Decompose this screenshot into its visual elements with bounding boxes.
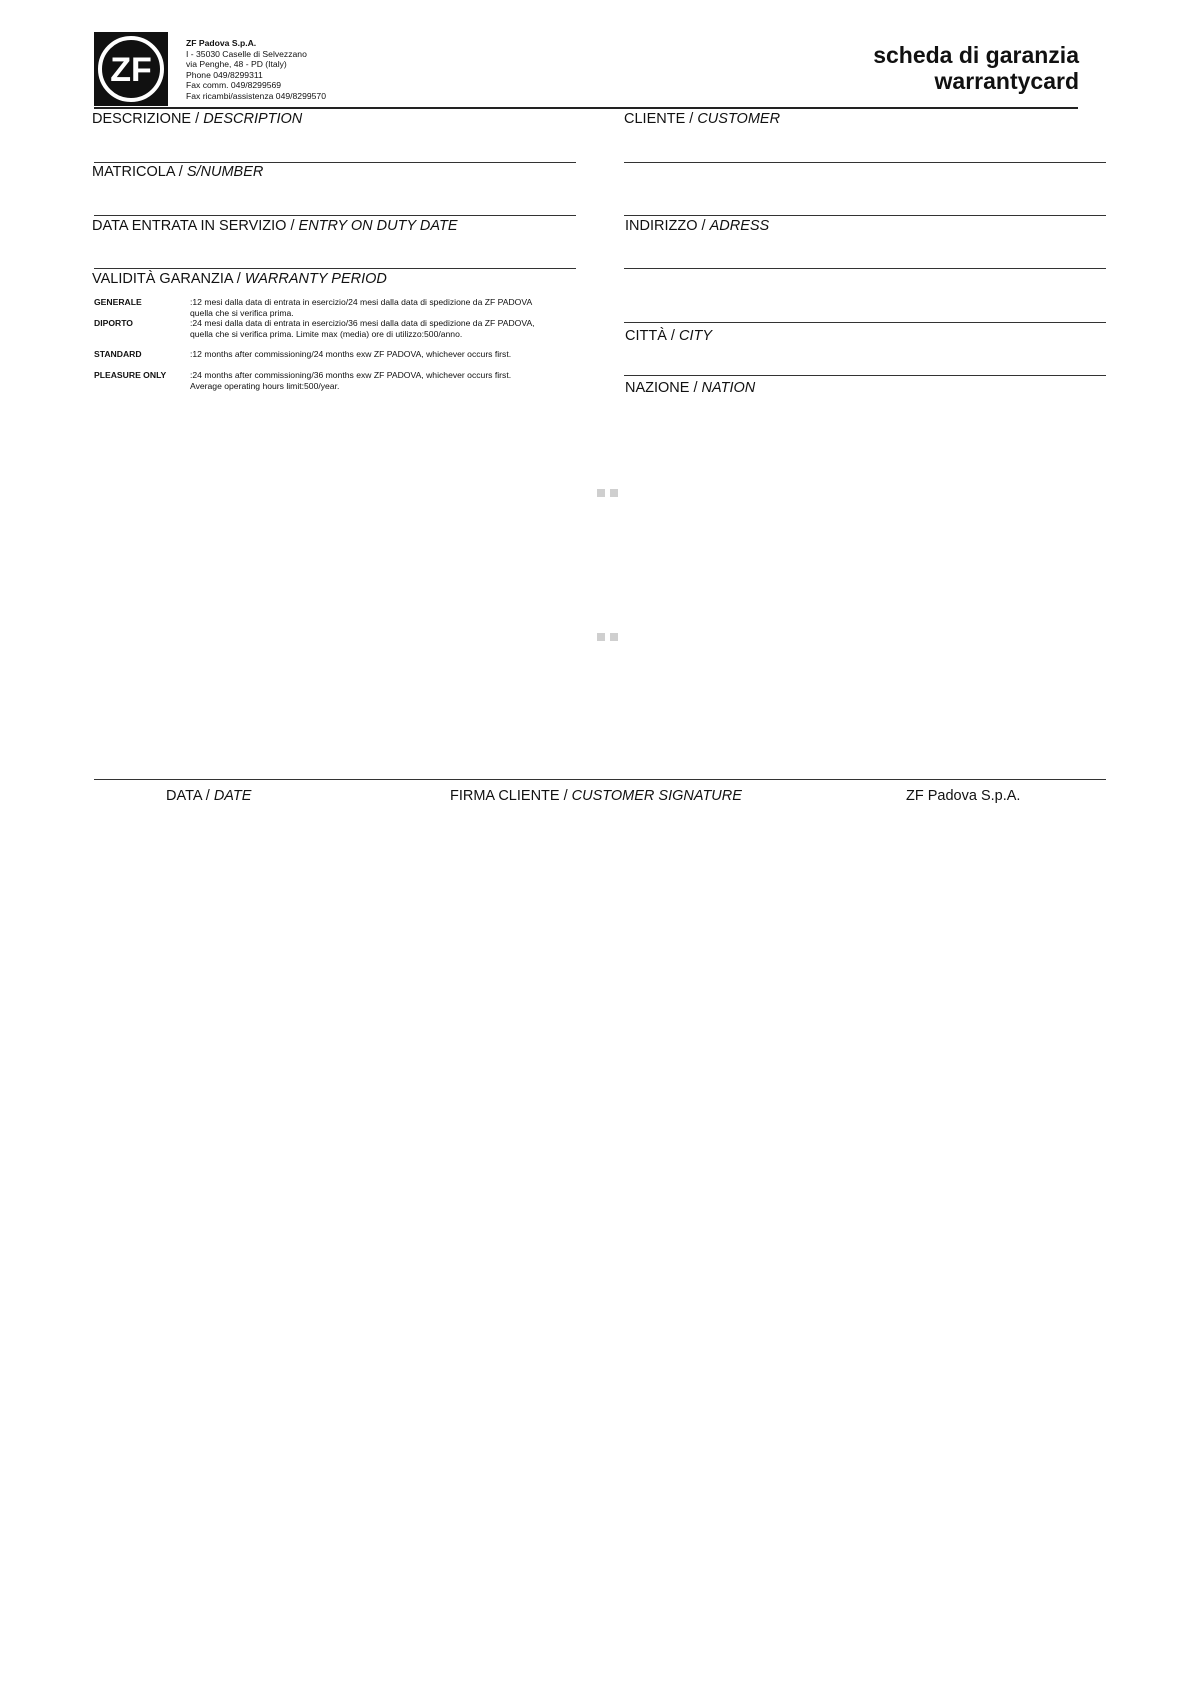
label-it: NAZIONE / (625, 380, 702, 396)
warranty-terms (190, 370, 610, 391)
label-en: WARRANTY PERIOD (244, 271, 387, 287)
customer-label (624, 111, 780, 127)
label-it: INDIRIZZO / (625, 218, 710, 234)
warranty-type: STANDARD (94, 349, 142, 359)
label-en: DATE (213, 788, 252, 804)
entry-date-label (92, 218, 458, 234)
company-line: Phone 049/8299311 (186, 69, 263, 80)
label-en: ADRESS (709, 218, 770, 234)
terms-line: :24 mesi dalla data di entrata in esercizio/36 mesi dalla data di spedizione da ZF PADOVA, (190, 318, 535, 328)
city-label (625, 328, 712, 344)
warranty-terms (190, 349, 610, 360)
customer-signature-label (450, 788, 742, 804)
warranty-label (92, 271, 387, 287)
label-it: VALIDITÀ GARANZIA / (92, 271, 245, 287)
fold-mark (597, 633, 605, 641)
document-title (873, 42, 1079, 94)
address-label (625, 218, 769, 234)
label-en: CITY (678, 328, 713, 344)
serial-field[interactable] (94, 215, 576, 216)
customer-field-2[interactable] (624, 215, 1106, 216)
terms-line: :12 months after commissioning/24 months exw ZF PADOVA, whichever occurs first. (190, 349, 512, 359)
label-en: CUSTOMER (697, 111, 781, 127)
label-it: DESCRIZIONE / (92, 111, 204, 127)
warranty-terms (190, 318, 610, 339)
title-english: warrantycard (934, 68, 1079, 94)
description-label (92, 111, 302, 127)
fold-mark (597, 489, 605, 497)
entry-date-field[interactable] (94, 268, 576, 269)
company-line: Fax comm. 049/8299569 (186, 80, 282, 91)
label-en: CUSTOMER SIGNATURE (571, 788, 742, 804)
warranty-type: GENERALE (94, 297, 142, 307)
logo-text: ZF (110, 51, 152, 89)
address-field-2[interactable] (624, 322, 1106, 323)
label-it: FIRMA CLIENTE / (450, 788, 572, 804)
nation-label (625, 380, 755, 396)
label-it: CITTÀ / (625, 328, 679, 344)
terms-line: Average operating hours limit:500/year. (190, 380, 340, 391)
fold-mark (610, 489, 618, 497)
terms-line: quella che si verifica prima. Limite max (media) ore di utilizzo:500/anno. (190, 328, 463, 339)
date-label (166, 788, 251, 804)
company-signature-label: ZF Padova S.p.A. (906, 788, 1021, 804)
customer-field[interactable] (624, 162, 1106, 163)
city-field[interactable] (624, 375, 1106, 376)
label-it: DATA / (166, 788, 214, 804)
title-italian: scheda di garanzia (873, 42, 1079, 68)
company-line: I - 35030 Caselle di Selvezzano (186, 48, 307, 59)
zf-logo-icon (94, 32, 168, 106)
terms-line: quella che si verifica prima. (190, 307, 294, 318)
label-it: DATA ENTRATA IN SERVIZIO / (92, 218, 299, 234)
fold-mark (610, 633, 618, 641)
serial-label (92, 164, 263, 180)
warranty-terms (190, 297, 610, 318)
label-en: NATION (701, 380, 756, 396)
label-it: CLIENTE / (624, 111, 698, 127)
terms-line: :24 months after commissioning/36 months exw ZF PADOVA, whichever occurs first. (190, 370, 512, 380)
header-divider (94, 107, 1078, 109)
company-address (186, 38, 326, 102)
warranty-type: DIPORTO (94, 318, 133, 328)
label-it: MATRICOLA / (92, 164, 187, 180)
label-en: DESCRIPTION (203, 111, 303, 127)
address-field[interactable] (624, 268, 1106, 269)
warranty-type: PLEASURE ONLY (94, 370, 167, 380)
company-line: Fax ricambi/assistenza 049/8299570 (186, 90, 326, 101)
signature-line[interactable] (94, 779, 1106, 780)
label-en: ENTRY ON DUTY DATE (298, 218, 458, 234)
terms-line: :12 mesi dalla data di entrata in esercizio/24 mesi dalla data di spedizione da ZF PADOVA (190, 297, 533, 307)
label-en: S/NUMBER (186, 164, 264, 180)
company-line: via Penghe, 48 - PD (Italy) (186, 59, 287, 70)
zf-logo (94, 32, 168, 106)
company-name: ZF Padova S.p.A. (186, 38, 257, 48)
